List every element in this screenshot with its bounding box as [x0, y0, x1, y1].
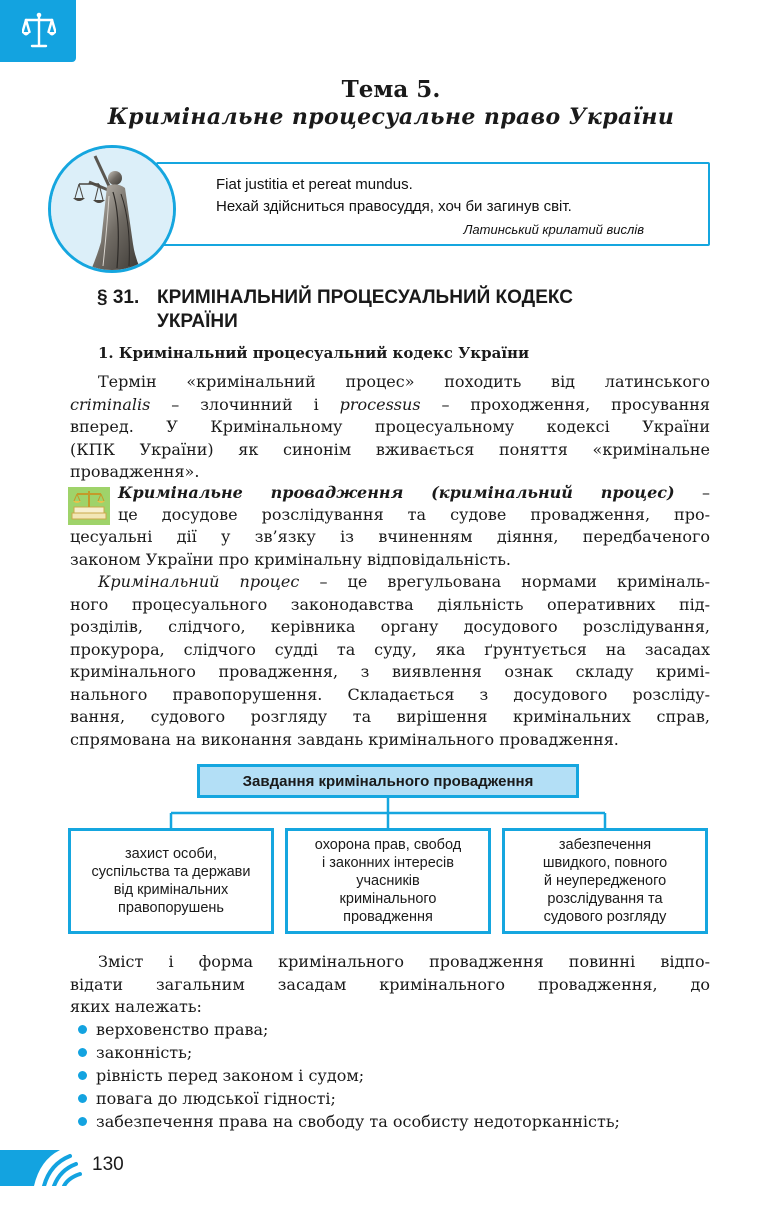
text-line: цесуальні дії у зв’язку із вчиненням діяння, передбаченого	[70, 527, 710, 546]
section-number: § 31.	[97, 287, 140, 308]
diagram-title: Завдання кримінального провадження	[197, 764, 579, 798]
paragraph-principles-intro	[70, 951, 710, 1019]
text-line: прокурора, слідчого судді та суду, яка ґрунтується на засадах	[70, 639, 710, 659]
signal-waves-icon	[0, 1150, 84, 1186]
bullet-icon	[78, 1117, 87, 1126]
page-number: 130	[92, 1154, 124, 1175]
section-title-line1: КРИМІНАЛЬНИЙ ПРОЦЕСУАЛЬНИЙ КОДЕКС	[157, 287, 573, 308]
text-line: розділів, слідчого, керівника органу досудового розслідування,	[70, 617, 710, 636]
bullet-icon	[78, 1048, 87, 1057]
latin-term: criminalis	[70, 394, 151, 414]
text-line: нального правопорушення. Складається з досудового розсліду-	[70, 684, 710, 704]
diagram-box-investigation	[502, 828, 708, 934]
diagram-box-text: захист особи, суспільства та держави від кримінальних правопорушень	[91, 846, 251, 916]
definition-term: Кримінальне провадження (кримінальний процес)	[118, 483, 675, 502]
diagram-box-text: забезпечення швидкого, повного й неупередженого розслідування та судового розгляду	[542, 837, 668, 925]
topic-number: Тема 5.	[341, 76, 441, 103]
text-line: законом України про кримінальну відповідальність.	[70, 549, 511, 569]
text-line: Термін «кримінальний процес» походить від латинського	[98, 372, 710, 391]
list-item-text: забезпечення права на свободу та особисту недоторканність;	[96, 1112, 620, 1131]
epigraph-latin: Fiat justitia et pereat mundus.	[216, 176, 413, 193]
text-fragment: – злочинний і	[150, 394, 340, 414]
diagram-box-protection	[68, 828, 274, 934]
list-item-text: верховенство права;	[96, 1020, 269, 1039]
text-line: ного процесуального законодавства діяльність оперативних під-	[70, 594, 710, 614]
text-line: кримінального провадження, з виявлення ознак складу кримі-	[70, 662, 710, 681]
bullet-icon	[78, 1071, 87, 1080]
text-fragment: –	[674, 483, 710, 502]
list-item-text: рівність перед законом і судом;	[96, 1066, 365, 1085]
text-line: (КПК України) як синонім вживається поняття «кримінальне	[70, 439, 710, 459]
subsection-heading: 1. Кримінальний процесуальний кодекс України	[98, 344, 530, 362]
diagram-box-rights	[285, 828, 491, 934]
list-item	[78, 1064, 718, 1087]
topic-title: Кримінальне процесуальне право України	[107, 104, 675, 130]
latin-term: processus	[339, 394, 421, 414]
diagram-box-text: охорона прав, свобод і законних інтересів учасників кримінального провадження	[314, 837, 462, 925]
text-line: провадження».	[70, 462, 200, 481]
principles-list	[78, 1018, 718, 1133]
bullet-icon	[78, 1025, 87, 1034]
text-line: вперед. У Кримінальному процесуальному кодексі України	[70, 417, 710, 436]
text-fragment: – це врегульована нормами криміналь-	[299, 572, 711, 591]
list-item	[78, 1018, 718, 1041]
text-line: відати загальним засадам кримінального провадження, до	[70, 974, 710, 994]
text-line: це досудове розслідування та судове провадження, про-	[118, 505, 710, 524]
list-item	[78, 1110, 718, 1133]
list-item-text: законність;	[96, 1043, 193, 1062]
epigraph-translation: Нехай здійсниться правосуддя, хоч би загинув світ.	[216, 198, 572, 215]
list-item	[78, 1087, 718, 1110]
text-line: яких належать:	[70, 997, 202, 1016]
text-fragment: – проходження, просування	[420, 394, 710, 414]
list-item-text: повага до людської гідності;	[96, 1089, 336, 1108]
epigraph-source: Латинський крилатий вислів	[463, 222, 644, 237]
list-item	[78, 1041, 718, 1064]
section-title-line2: УКРАЇНИ	[157, 311, 238, 332]
bullet-icon	[78, 1094, 87, 1103]
text-line: Зміст і форма кримінального провадження повинні відпо-	[98, 952, 710, 971]
italic-term: Кримінальний процес	[98, 572, 300, 591]
text-line: вання, судового розгляду та вирішення кримінальних справ,	[70, 707, 710, 726]
text-line: спрямована на виконання завдань кримінального провадження.	[70, 729, 619, 749]
